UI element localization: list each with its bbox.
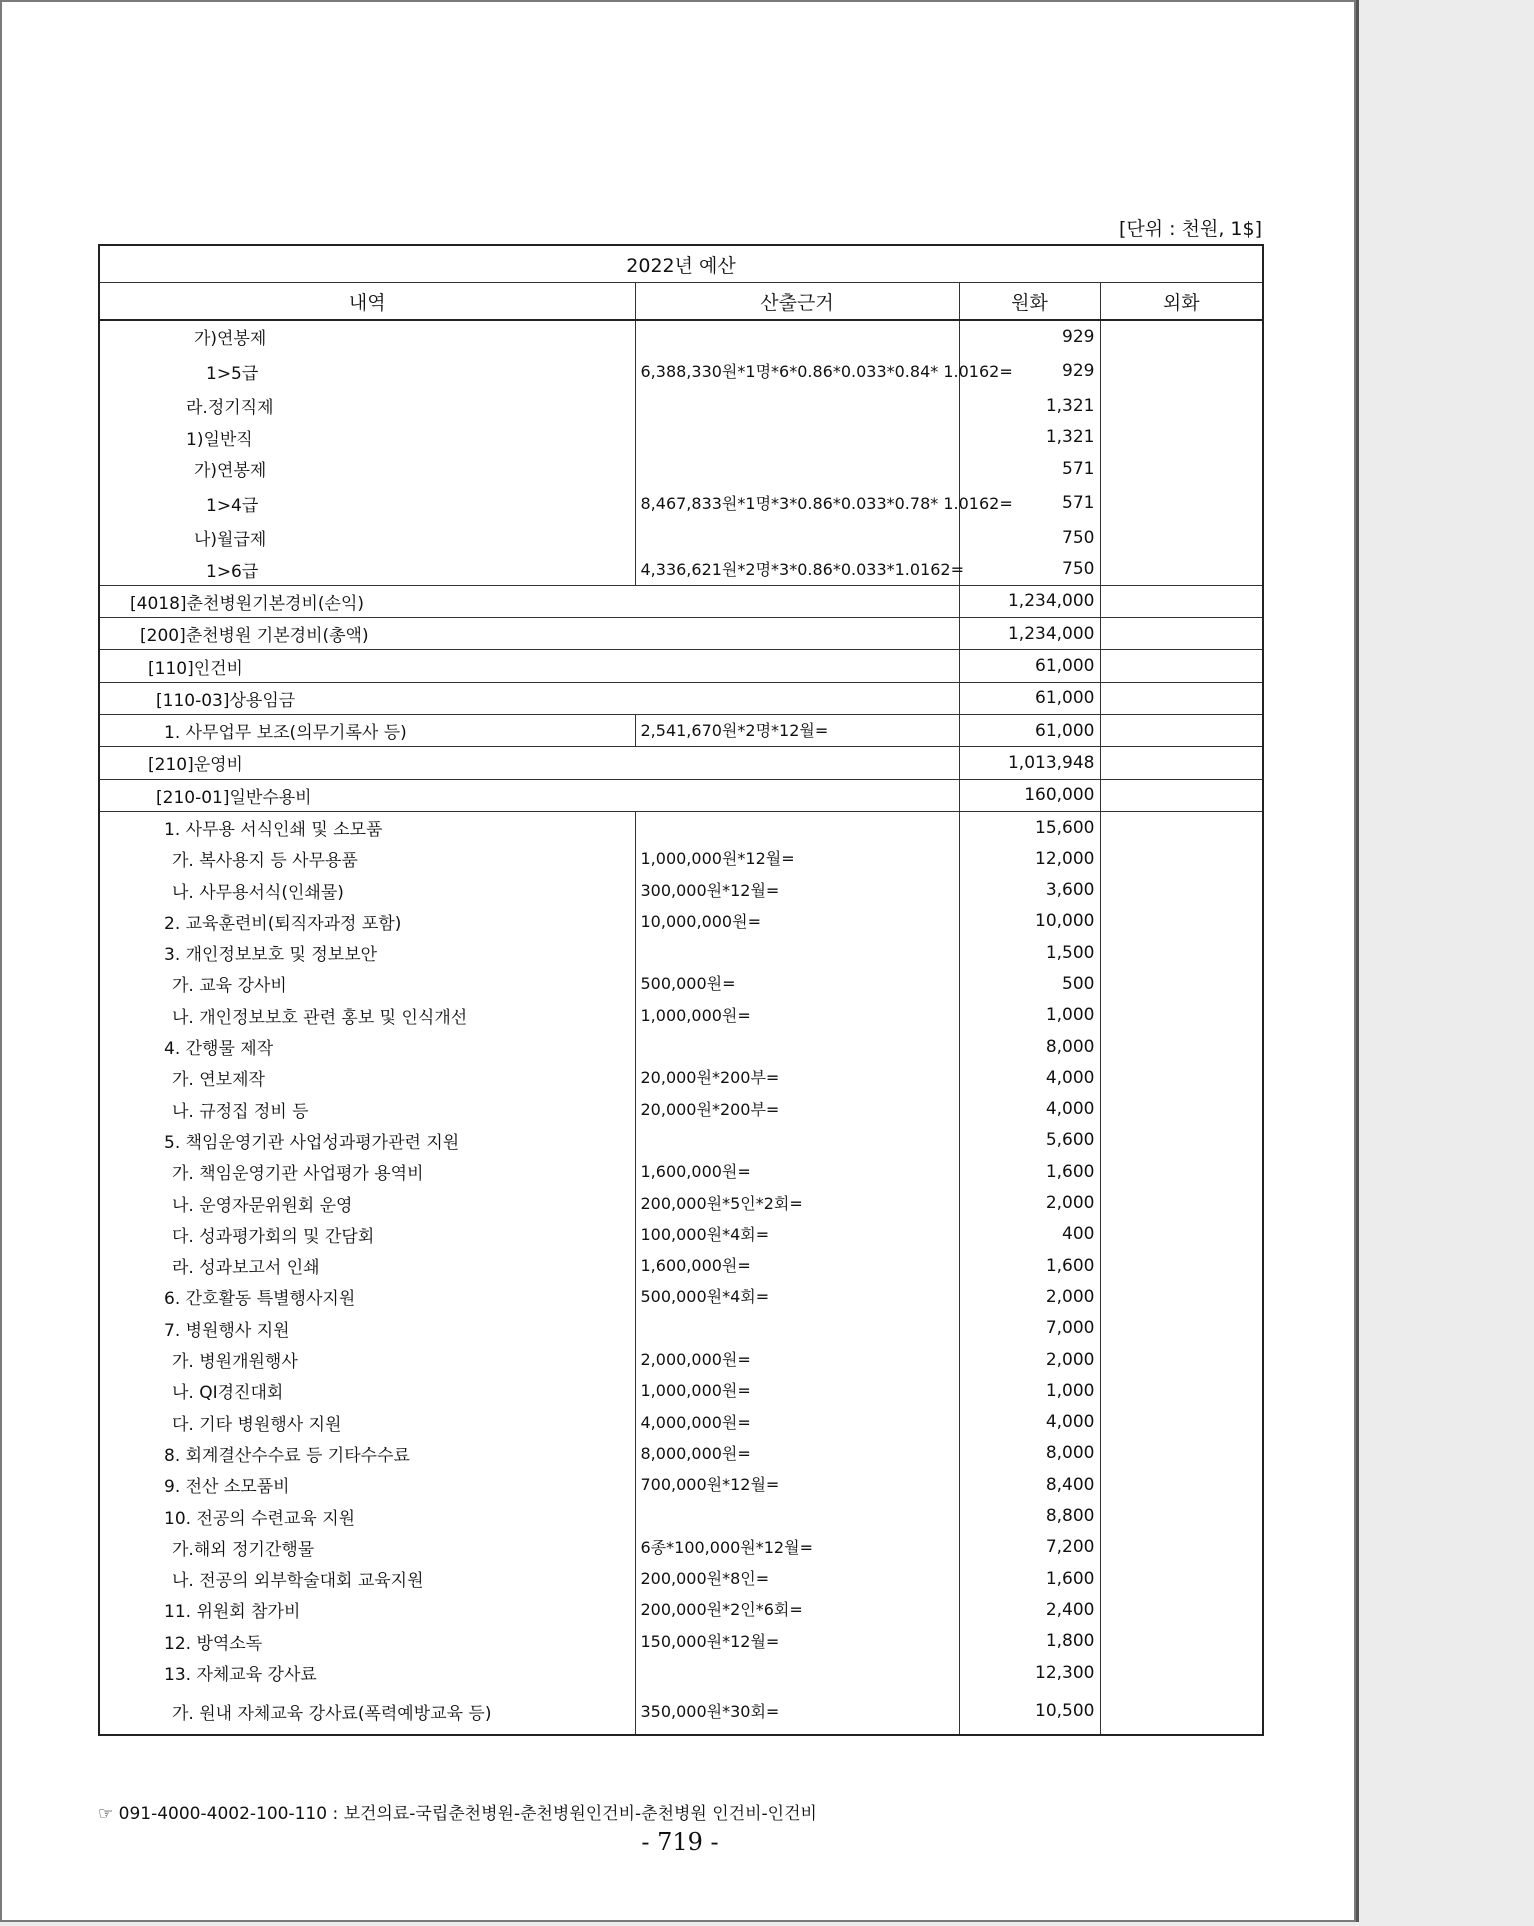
row-basis: 100,000원*4회= (635, 1219, 959, 1250)
row-foreign-amount (1100, 1094, 1263, 1125)
row-basis: 350,000원*30회= (635, 1688, 959, 1735)
row-krw-amount: 2,000 (959, 1344, 1100, 1375)
table-row (99, 1626, 1263, 1657)
row-foreign-amount (1100, 1156, 1263, 1187)
row-item: 2. 교육훈련비(퇴직자과정 포함) (99, 906, 635, 937)
row-foreign-amount (1100, 1281, 1263, 1312)
row-item: 라.정기직제 (99, 390, 635, 421)
row-item: 7. 병원행사 지원 (99, 1313, 635, 1344)
row-krw-amount: 1,321 (959, 422, 1100, 453)
table-row (99, 618, 1263, 650)
row-krw-amount: 7,000 (959, 1313, 1100, 1344)
table-row (99, 843, 1263, 874)
row-basis: 1,000,000원*12월= (635, 843, 959, 874)
row-basis (635, 320, 959, 352)
table-row (99, 1094, 1263, 1125)
row-krw-amount: 7,200 (959, 1532, 1100, 1563)
row-basis: 4,336,621원*2명*3*0.86*0.033*1.0162= (635, 553, 959, 585)
row-krw-amount: 10,500 (959, 1688, 1100, 1735)
row-foreign-amount (1100, 843, 1263, 874)
row-basis: 200,000원*2인*6회= (635, 1594, 959, 1625)
row-item: [200]춘천병원 기본경비(총액) (99, 618, 959, 650)
row-foreign-amount (1100, 585, 1263, 617)
row-item: 1. 사무용 서식인쇄 및 소모품 (99, 811, 635, 843)
row-basis (635, 1313, 959, 1344)
row-foreign-amount (1100, 1594, 1263, 1625)
row-basis: 2,000,000원= (635, 1344, 959, 1375)
row-item: 1)일반직 (99, 422, 635, 453)
page-number: - 719 - (641, 1828, 719, 1856)
row-foreign-amount (1100, 553, 1263, 585)
row-basis: 8,467,833원*1명*3*0.86*0.033*0.78* 1.0162= (635, 484, 959, 522)
row-item: 3. 개인정보보호 및 정보보안 (99, 937, 635, 968)
row-basis: 500,000원= (635, 968, 959, 999)
row-item: 1>4급 (99, 484, 635, 522)
table-row (99, 553, 1263, 585)
row-item: 5. 책임운영기관 사업성과평가관련 지원 (99, 1125, 635, 1156)
row-krw-amount: 8,000 (959, 1031, 1100, 1062)
table-row (99, 1219, 1263, 1250)
row-item: 가. 병원개원행사 (99, 1344, 635, 1375)
row-krw-amount: 750 (959, 522, 1100, 553)
row-basis: 4,000,000원= (635, 1407, 959, 1438)
table-row (99, 1344, 1263, 1375)
row-basis: 20,000원*200부= (635, 1094, 959, 1125)
row-item: 가.해외 정기간행물 (99, 1532, 635, 1563)
row-krw-amount: 8,000 (959, 1438, 1100, 1469)
row-item: 나. 개인정보보호 관련 홍보 및 인식개선 (99, 1000, 635, 1031)
row-foreign-amount (1100, 1219, 1263, 1250)
table-row (99, 650, 1263, 682)
column-header-krw: 원화 (959, 283, 1100, 321)
table-row (99, 484, 1263, 522)
row-foreign-amount (1100, 650, 1263, 682)
row-basis: 200,000원*5인*2회= (635, 1187, 959, 1218)
row-krw-amount: 10,000 (959, 906, 1100, 937)
row-foreign-amount (1100, 779, 1263, 811)
row-item: 6. 간호활동 특별행사지원 (99, 1281, 635, 1312)
table-row (99, 874, 1263, 905)
row-krw-amount: 400 (959, 1219, 1100, 1250)
row-krw-amount: 4,000 (959, 1062, 1100, 1093)
row-foreign-amount (1100, 1688, 1263, 1735)
row-item: 가)연봉제 (99, 453, 635, 484)
table-row (99, 320, 1263, 352)
row-item: 가. 교육 강사비 (99, 968, 635, 999)
row-krw-amount: 4,000 (959, 1407, 1100, 1438)
table-row (99, 1313, 1263, 1344)
row-item: 다. 기타 병원행사 지원 (99, 1407, 635, 1438)
table-row (99, 1563, 1263, 1594)
row-basis: 8,000,000원= (635, 1438, 959, 1469)
row-basis: 20,000원*200부= (635, 1062, 959, 1093)
row-foreign-amount (1100, 714, 1263, 746)
row-basis (635, 937, 959, 968)
table-row (99, 1375, 1263, 1406)
table-row (99, 390, 1263, 421)
row-foreign-amount (1100, 352, 1263, 390)
row-basis: 1,000,000원= (635, 1000, 959, 1031)
table-row (99, 352, 1263, 390)
row-item: 8. 회계결산수수료 등 기타수수료 (99, 1438, 635, 1469)
row-foreign-amount (1100, 1344, 1263, 1375)
row-basis (635, 453, 959, 484)
table-row (99, 1532, 1263, 1563)
table-row (99, 1187, 1263, 1218)
table-row (99, 1407, 1263, 1438)
row-foreign-amount (1100, 1187, 1263, 1218)
row-item: 1>6급 (99, 553, 635, 585)
row-item: [210-01]일반수용비 (99, 779, 959, 811)
table-row (99, 682, 1263, 714)
row-foreign-amount (1100, 618, 1263, 650)
row-krw-amount: 61,000 (959, 650, 1100, 682)
row-item: 나. 운영자문위원회 운영 (99, 1187, 635, 1218)
row-foreign-amount (1100, 747, 1263, 779)
row-basis: 200,000원*8인= (635, 1563, 959, 1594)
table-row (99, 968, 1263, 999)
row-foreign-amount (1100, 811, 1263, 843)
row-foreign-amount (1100, 1563, 1263, 1594)
budget-year-header: 2022년 예산 (99, 245, 1263, 283)
row-foreign-amount (1100, 1000, 1263, 1031)
row-foreign-amount (1100, 1125, 1263, 1156)
table-row (99, 422, 1263, 453)
row-krw-amount: 1,321 (959, 390, 1100, 421)
row-item: 다. 성과평가회의 및 간담회 (99, 1219, 635, 1250)
table-row (99, 1500, 1263, 1531)
row-basis (635, 422, 959, 453)
row-krw-amount: 1,600 (959, 1156, 1100, 1187)
row-foreign-amount (1100, 522, 1263, 553)
row-krw-amount: 1,013,948 (959, 747, 1100, 779)
column-header-item: 내역 (99, 283, 635, 321)
table-row (99, 1469, 1263, 1500)
row-item: 라. 성과보고서 인쇄 (99, 1250, 635, 1281)
row-basis (635, 1500, 959, 1531)
row-foreign-amount (1100, 874, 1263, 905)
row-basis: 10,000,000원= (635, 906, 959, 937)
row-item: 가. 원내 자체교육 강사료(폭력예방교육 등) (99, 1688, 635, 1735)
row-foreign-amount (1100, 484, 1263, 522)
row-item: 나. QI경진대회 (99, 1375, 635, 1406)
table-row (99, 747, 1263, 779)
row-basis: 1,600,000원= (635, 1250, 959, 1281)
row-basis (635, 811, 959, 843)
row-krw-amount: 750 (959, 553, 1100, 585)
row-item: 13. 자체교육 강사료 (99, 1657, 635, 1688)
row-foreign-amount (1100, 422, 1263, 453)
row-foreign-amount (1100, 1031, 1263, 1062)
row-basis: 150,000원*12월= (635, 1626, 959, 1657)
row-item: [110-03]상용임금 (99, 682, 959, 714)
row-foreign-amount (1100, 1407, 1263, 1438)
table-row (99, 1250, 1263, 1281)
row-basis: 500,000원*4회= (635, 1281, 959, 1312)
row-krw-amount: 4,000 (959, 1094, 1100, 1125)
row-basis: 6,388,330원*1명*6*0.86*0.033*0.84* 1.0162= (635, 352, 959, 390)
row-basis: 1,000,000원= (635, 1375, 959, 1406)
row-foreign-amount (1100, 1250, 1263, 1281)
row-krw-amount: 1,600 (959, 1250, 1100, 1281)
row-foreign-amount (1100, 906, 1263, 937)
table-row (99, 1125, 1263, 1156)
row-item: 가. 연보제작 (99, 1062, 635, 1093)
row-item: 1>5급 (99, 352, 635, 390)
table-row (99, 1281, 1263, 1312)
row-foreign-amount (1100, 390, 1263, 421)
footer-code: ☞ 091-4000-4002-100-110 : 보건의료-국립춘천병원-춘천병원인건비-춘천병원 인건비-인건비 (98, 1804, 817, 1824)
row-krw-amount: 8,400 (959, 1469, 1100, 1500)
row-krw-amount: 160,000 (959, 779, 1100, 811)
row-item: [4018]춘천병원기본경비(손익) (99, 585, 959, 617)
row-basis: 300,000원*12월= (635, 874, 959, 905)
table-row (99, 811, 1263, 843)
unit-label: [단위 : 천원, 1$] (1119, 218, 1262, 240)
row-item: 11. 위원회 참가비 (99, 1594, 635, 1625)
row-basis (635, 1657, 959, 1688)
row-foreign-amount (1100, 1469, 1263, 1500)
row-krw-amount: 1,000 (959, 1000, 1100, 1031)
table-row (99, 1156, 1263, 1187)
row-foreign-amount (1100, 1657, 1263, 1688)
row-krw-amount: 15,600 (959, 811, 1100, 843)
table-row (99, 1657, 1263, 1688)
row-foreign-amount (1100, 1062, 1263, 1093)
table-row (99, 453, 1263, 484)
row-krw-amount: 1,234,000 (959, 585, 1100, 617)
row-foreign-amount (1100, 1438, 1263, 1469)
row-krw-amount: 1,234,000 (959, 618, 1100, 650)
row-foreign-amount (1100, 968, 1263, 999)
row-krw-amount: 2,400 (959, 1594, 1100, 1625)
row-basis: 700,000원*12월= (635, 1469, 959, 1500)
row-krw-amount: 12,000 (959, 843, 1100, 874)
row-krw-amount: 1,000 (959, 1375, 1100, 1406)
row-item: 9. 전산 소모품비 (99, 1469, 635, 1500)
row-krw-amount: 1,800 (959, 1626, 1100, 1657)
row-item: 나. 규정집 정비 등 (99, 1094, 635, 1125)
row-item: 가. 책임운영기관 사업평가 용역비 (99, 1156, 635, 1187)
row-item: [110]인건비 (99, 650, 959, 682)
row-basis (635, 390, 959, 421)
column-header-basis: 산출근거 (635, 283, 959, 321)
row-foreign-amount (1100, 682, 1263, 714)
table-row (99, 1438, 1263, 1469)
row-basis (635, 1125, 959, 1156)
table-row (99, 779, 1263, 811)
row-krw-amount: 2,000 (959, 1281, 1100, 1312)
row-foreign-amount (1100, 1313, 1263, 1344)
row-item: 가. 복사용지 등 사무용품 (99, 843, 635, 874)
table-row (99, 1000, 1263, 1031)
table-row (99, 714, 1263, 746)
row-krw-amount: 500 (959, 968, 1100, 999)
row-item: 나. 전공의 외부학술대회 교육지원 (99, 1563, 635, 1594)
row-item: 나. 사무용서식(인쇄물) (99, 874, 635, 905)
row-krw-amount: 8,800 (959, 1500, 1100, 1531)
table-row (99, 1688, 1263, 1735)
column-header-foreign: 외화 (1100, 283, 1263, 321)
table-row (99, 1062, 1263, 1093)
row-item: 1. 사무업무 보조(의무기록사 등) (99, 714, 635, 746)
row-foreign-amount (1100, 320, 1263, 352)
table-row (99, 522, 1263, 553)
row-item: 나)월급제 (99, 522, 635, 553)
row-item: 가)연봉제 (99, 320, 635, 352)
table-row (99, 906, 1263, 937)
row-basis (635, 1031, 959, 1062)
row-basis: 1,600,000원= (635, 1156, 959, 1187)
row-item: 10. 전공의 수련교육 지원 (99, 1500, 635, 1531)
row-krw-amount: 3,600 (959, 874, 1100, 905)
budget-rows (99, 320, 1263, 1735)
row-krw-amount: 12,300 (959, 1657, 1100, 1688)
row-item: [210]운영비 (99, 747, 959, 779)
row-foreign-amount (1100, 1375, 1263, 1406)
row-krw-amount: 571 (959, 453, 1100, 484)
row-krw-amount: 61,000 (959, 682, 1100, 714)
row-foreign-amount (1100, 1532, 1263, 1563)
row-krw-amount: 61,000 (959, 714, 1100, 746)
table-row (99, 1594, 1263, 1625)
row-basis: 6종*100,000원*12월= (635, 1532, 959, 1563)
table-row (99, 1031, 1263, 1062)
row-basis (635, 522, 959, 553)
row-foreign-amount (1100, 453, 1263, 484)
row-foreign-amount (1100, 1500, 1263, 1531)
row-krw-amount: 5,600 (959, 1125, 1100, 1156)
row-krw-amount: 929 (959, 320, 1100, 352)
row-foreign-amount (1100, 1626, 1263, 1657)
row-basis: 2,541,670원*2명*12월= (635, 714, 959, 746)
row-krw-amount: 929 (959, 352, 1100, 390)
row-krw-amount: 2,000 (959, 1187, 1100, 1218)
row-foreign-amount (1100, 937, 1263, 968)
table-row (99, 585, 1263, 617)
row-krw-amount: 571 (959, 484, 1100, 522)
table-row (99, 937, 1263, 968)
row-item: 4. 간행물 제작 (99, 1031, 635, 1062)
row-krw-amount: 1,500 (959, 937, 1100, 968)
budget-table (98, 244, 1264, 1736)
row-krw-amount: 1,600 (959, 1563, 1100, 1594)
row-item: 12. 방역소독 (99, 1626, 635, 1657)
